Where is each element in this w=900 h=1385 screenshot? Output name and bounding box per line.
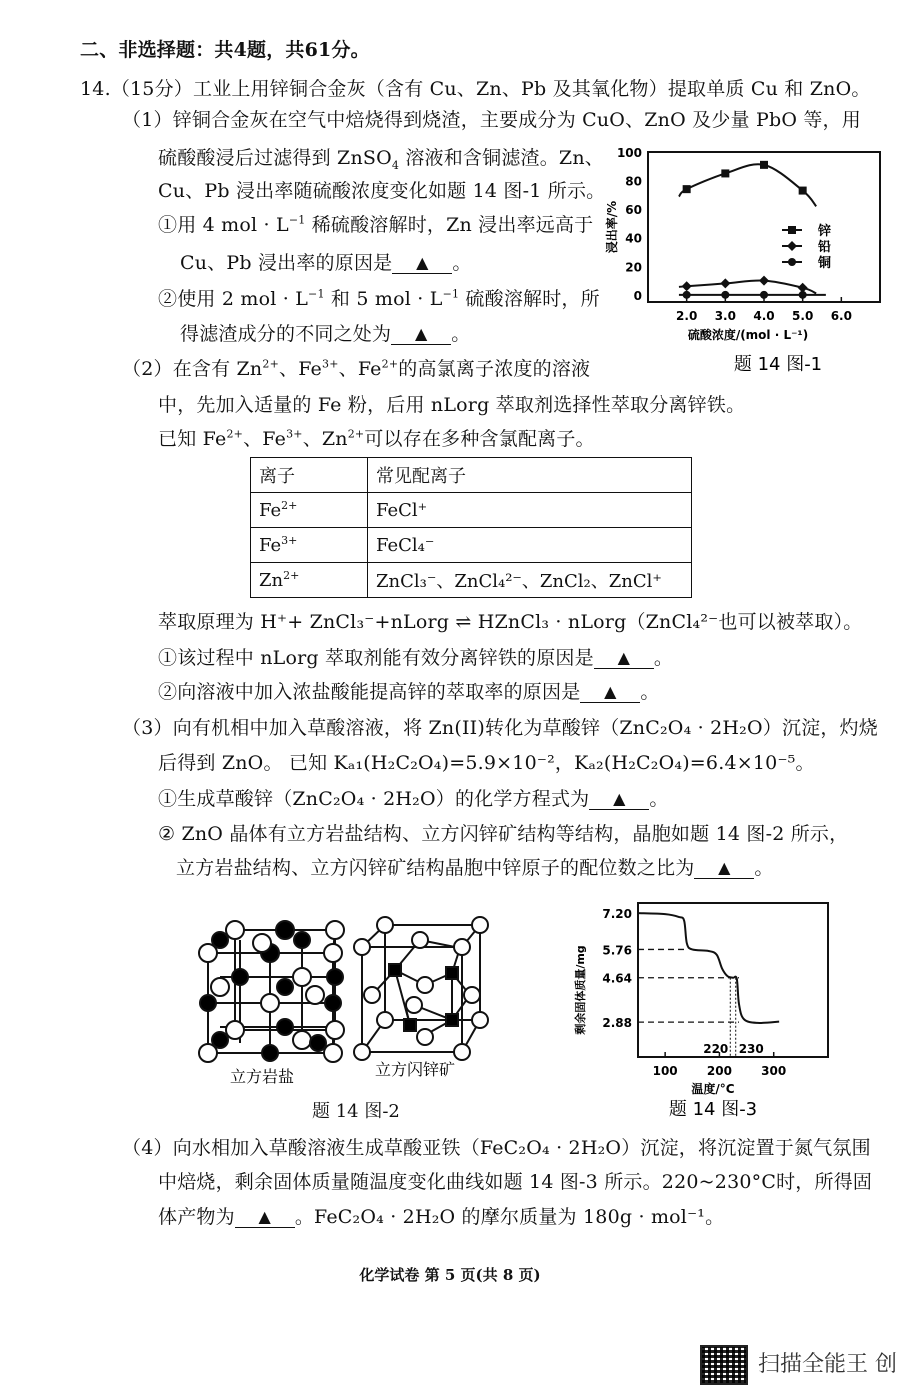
triangle-icon: ▲ xyxy=(416,253,429,272)
y-tick-label: 20 xyxy=(625,260,642,275)
x-tick-label: 100 xyxy=(652,1064,678,1078)
data-point-square xyxy=(799,187,807,195)
watermark-text: 扫描全能王 创 xyxy=(758,1352,897,1377)
part2-line1 xyxy=(122,357,590,381)
answer-blank[interactable] xyxy=(391,324,451,345)
part1-text: 得滤渣成分的不同之处为 xyxy=(180,323,392,345)
extraction-principle: 萃取原理为 H⁺+ ZnCl₃⁻+nLorg ⇌ HZnCl₃ · nLorg（ZnCl₄²⁻也可以被萃取）。 xyxy=(158,611,863,633)
part2-text: 的高氯离子浓度的溶液 xyxy=(398,358,591,380)
answer-blank[interactable] xyxy=(580,682,640,703)
chart-title: 题 14 图-1 xyxy=(733,354,823,375)
ion-cell xyxy=(251,528,368,563)
x-tick-label: 6.0 xyxy=(830,309,852,323)
data-point-circle xyxy=(788,258,796,266)
y-axis-label: 浸出率/% xyxy=(605,200,619,254)
chart-title: 题 14 图-3 xyxy=(668,1099,758,1120)
part1-line1: （1）锌铜合金灰在空气中焙烧得到烧渣，主要成分为 CuO、ZnO 及少量 PbO 等，用 xyxy=(122,109,861,131)
y-tick-label: 40 xyxy=(625,231,642,246)
superscript: −1 xyxy=(442,287,460,301)
superscript: −1 xyxy=(308,287,325,301)
table-row xyxy=(251,563,692,598)
data-point-square xyxy=(683,185,691,193)
x-tick-label: 3.0 xyxy=(714,309,736,323)
ion-symbol: Fe xyxy=(259,499,282,521)
complex-ion-table xyxy=(250,457,692,598)
y-tick-label: 100 xyxy=(616,146,642,160)
answer-blank[interactable] xyxy=(694,858,754,879)
triangle-icon: ▲ xyxy=(258,1207,272,1226)
part1-text: 稀硫酸溶解时，Zn 浸出率远高于 xyxy=(305,214,594,236)
label-zincblende: 立方闪锌矿 xyxy=(375,1060,456,1079)
part1-text: 和 5 mol · L xyxy=(324,288,443,310)
mass-curve xyxy=(638,913,779,1023)
qr-code-icon xyxy=(700,1345,748,1385)
data-point-diamond xyxy=(759,276,769,286)
answer-blank[interactable] xyxy=(392,253,452,274)
answer-blank[interactable] xyxy=(589,789,649,810)
superscript: 2+ xyxy=(283,568,300,582)
part3-line1: （3）向有机相中加入草酸溶液，将 Zn(II)转化为草酸锌（ZnC₂O₄ · 2H₂O）沉淀，灼烧 xyxy=(122,717,878,739)
part2-text: 、Fe xyxy=(279,358,322,380)
y-tick-label: 60 xyxy=(625,203,642,218)
plot-frame xyxy=(638,903,828,1057)
y-tick-label: 5.76 xyxy=(602,943,632,958)
data-point-diamond xyxy=(787,241,797,251)
part2-text: 、Fe xyxy=(338,358,382,380)
data-point-square xyxy=(721,169,729,177)
part4-line2: 中焙烧，剩余固体质量随温度变化曲线如题 14 图-3 所示。220~230°C时，所得固 xyxy=(158,1171,873,1193)
answer-blank[interactable] xyxy=(594,648,654,669)
triangle-icon: ▲ xyxy=(617,648,631,667)
page-footer: 化学试卷 第 5 页(共 8 页) xyxy=(359,1266,541,1284)
x-tick-label: 200 xyxy=(706,1064,732,1078)
superscript: 2+ xyxy=(347,427,365,441)
complex-cell: FeCl⁺ xyxy=(368,493,692,528)
ion-symbol: Zn xyxy=(259,569,284,591)
ion-cell xyxy=(251,563,368,598)
part1-text: Cu、Pb 浸出率的原因是 xyxy=(180,252,393,274)
triangle-icon: ▲ xyxy=(414,324,428,343)
part2-text: ①该过程中 nLorg 萃取剂能有效分离锌铁的原因是 xyxy=(158,647,594,669)
superscript: 3+ xyxy=(322,357,339,371)
part2-text: 已知 Fe xyxy=(158,428,227,450)
table-row xyxy=(251,528,692,563)
data-point-circle xyxy=(760,291,768,299)
data-point-diamond xyxy=(682,281,692,291)
part3-text: 立方岩盐结构、立方闪锌矿结构晶胞中锌原子的配位数之比为 xyxy=(176,857,695,879)
part2-sub1 xyxy=(158,646,673,670)
period: 。 xyxy=(653,647,674,669)
part1-text: ①用 4 mol · L xyxy=(158,214,289,236)
complex-cell: FeCl₄⁻ xyxy=(368,528,692,563)
section-header: 二、非选择题：共4题，共61分。 xyxy=(80,39,370,61)
part3-sub1 xyxy=(158,787,669,811)
y-tick-label: 7.20 xyxy=(602,907,632,922)
legend-label: 锌 xyxy=(818,224,832,239)
triangle-icon: ▲ xyxy=(613,789,626,808)
subscript: 4 xyxy=(391,158,400,172)
part1-sub2 xyxy=(158,287,600,311)
chart-mass-vs-temperature xyxy=(570,895,830,1120)
x-axis-label: 温度/°C xyxy=(691,1082,735,1096)
data-point-circle xyxy=(683,291,691,299)
part4-text: 体产物为 xyxy=(158,1206,235,1228)
table-row xyxy=(251,493,692,528)
legend-label: 铅 xyxy=(818,240,832,255)
part1-sub1-cont xyxy=(180,251,472,275)
data-point-circle xyxy=(799,291,807,299)
x-tick-label: 4.0 xyxy=(753,309,775,323)
legend-label: 铜 xyxy=(818,256,832,271)
y-tick-label: 0 xyxy=(633,288,642,303)
period: 。 xyxy=(649,788,669,810)
complex-cell: ZnCl₃⁻、ZnCl₄²⁻、ZnCl₂、ZnCl⁺ xyxy=(368,563,692,598)
question-14-title: 14.（15分）工业上用锌铜合金灰（含有 Cu、Zn、Pb 及其氧化物）提取单质 Cu 和 ZnO。 xyxy=(80,78,871,100)
crystal-structures-figure xyxy=(190,915,510,1095)
triangle-icon: ▲ xyxy=(718,858,731,877)
superscript: −1 xyxy=(288,213,306,227)
superscript: 3+ xyxy=(281,533,298,547)
rocksalt-atoms xyxy=(199,921,344,1062)
scanner-watermark xyxy=(700,1345,897,1385)
table-header: 离子 xyxy=(251,458,368,493)
part1-text: 硫酸溶解时，所 xyxy=(459,288,600,310)
part2-text: （2）在含有 Zn xyxy=(122,358,263,380)
period: 。 xyxy=(452,252,472,274)
y-tick-label: 4.64 xyxy=(602,971,632,986)
label-rocksalt: 立方岩盐 xyxy=(230,1067,295,1086)
period: 。 xyxy=(754,857,774,879)
figure2-caption: 题 14 图-2 xyxy=(312,1101,400,1122)
y-tick-label: 80 xyxy=(625,174,642,189)
period: 。 xyxy=(640,681,660,703)
triangle-icon: ▲ xyxy=(604,682,617,701)
x-axis-label: 硫酸浓度/(mol · L⁻¹) xyxy=(687,328,809,342)
part4-line3 xyxy=(158,1205,724,1229)
answer-blank[interactable] xyxy=(235,1207,295,1228)
x-tick-label: 300 xyxy=(761,1064,787,1078)
part1-sub1 xyxy=(158,213,593,237)
superscript: 2+ xyxy=(226,427,244,441)
part1-text: ②使用 2 mol · L xyxy=(158,288,309,310)
y-axis-label: 剩余固体质量/mg xyxy=(574,945,587,1035)
part2-text: 、Zn xyxy=(302,428,348,450)
series-line-锌 xyxy=(679,164,816,206)
data-point-square xyxy=(760,161,768,169)
part1-text: 溶液和含铜滤渣。Zn、 xyxy=(399,147,604,169)
temperature-annotation: 220 xyxy=(703,1042,729,1056)
superscript: 2+ xyxy=(281,498,298,512)
table-header: 常见配离子 xyxy=(368,458,692,493)
superscript: 2+ xyxy=(262,357,279,371)
table-header-row xyxy=(251,458,692,493)
data-point-diamond xyxy=(720,278,730,288)
part1-sub2-cont xyxy=(180,322,470,346)
chart-leach-rate xyxy=(600,140,890,380)
ion-cell xyxy=(251,493,368,528)
series-line-铅 xyxy=(679,280,816,293)
x-tick-label: 5.0 xyxy=(792,309,814,323)
ion-symbol: Fe xyxy=(259,534,282,556)
temperature-annotation: 230 xyxy=(738,1042,764,1056)
y-tick-label: 2.88 xyxy=(602,1016,632,1031)
part3-line2: 后得到 ZnO。 已知 Kₐ₁(H₂C₂O₄)=5.9×10⁻²，Kₐ₂(H₂C₂O₄)=6.4×10⁻⁵。 xyxy=(158,752,815,774)
part3-text: ①生成草酸锌（ZnC₂O₄ · 2H₂O）的化学方程式为 xyxy=(158,788,590,810)
data-point-circle xyxy=(721,291,729,299)
part2-text: 、Fe xyxy=(243,428,287,450)
superscript: 3+ xyxy=(286,427,303,441)
part2-line3 xyxy=(158,427,595,451)
part4-text: 。FeC₂O₄ · 2H₂O 的摩尔质量为 180g · mol⁻¹。 xyxy=(294,1206,725,1228)
part3-sub2-cont xyxy=(176,856,774,880)
part1-text: 硫酸酸浸后过滤得到 ZnSO xyxy=(158,147,392,169)
part1-line3: Cu、Pb 浸出率随硫酸浓度变化如题 14 图-1 所示。 xyxy=(158,180,606,202)
part4-line1: （4）向水相加入草酸溶液生成草酸亚铁（FeC₂O₄ · 2H₂O）沉淀，将沉淀置于氮气氛围 xyxy=(122,1137,871,1159)
period: 。 xyxy=(451,323,471,345)
part1-line2 xyxy=(158,146,604,170)
data-point-square xyxy=(788,226,796,234)
part2-text: ②向溶液中加入浓盐酸能提高锌的萃取率的原因是 xyxy=(158,681,581,703)
part2-sub2 xyxy=(158,680,660,704)
superscript: 2+ xyxy=(381,357,399,371)
part2-line2: 中，先加入适量的 Fe 粉，后用 nLorg 萃取剂选择性萃取分离锌铁。 xyxy=(158,394,746,416)
x-tick-label: 2.0 xyxy=(676,309,698,323)
part2-text: 可以存在多种含氯配离子。 xyxy=(364,428,595,450)
part3-sub2: ② ZnO 晶体有立方岩盐结构、立方闪锌矿结构等结构，晶胞如题 14 图-2 所示， xyxy=(158,823,849,845)
